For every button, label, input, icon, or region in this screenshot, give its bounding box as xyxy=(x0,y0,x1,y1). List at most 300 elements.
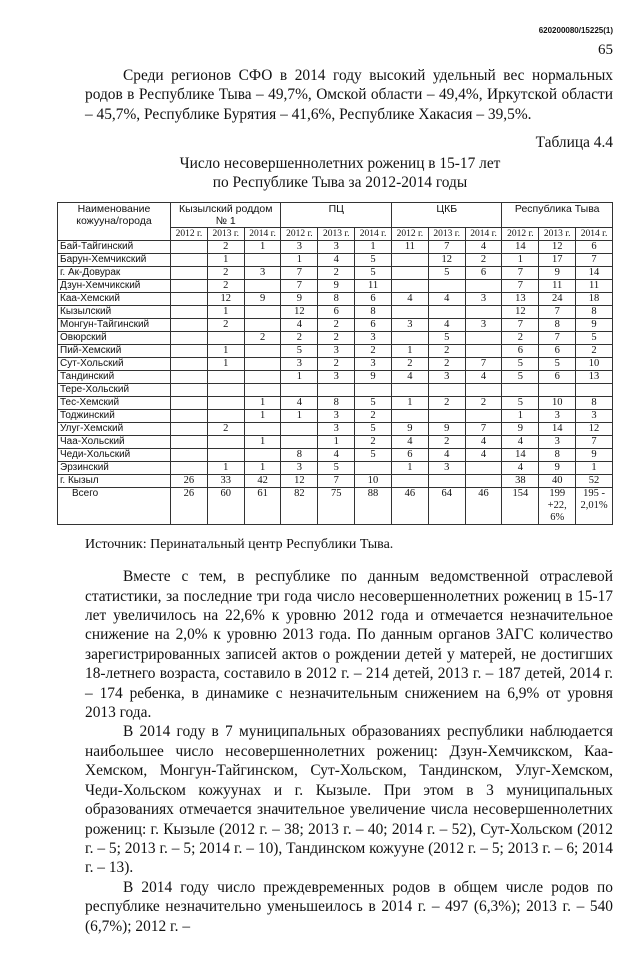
table-cell: 9 xyxy=(428,423,465,436)
table-cell: 4 xyxy=(502,436,539,449)
table-cell xyxy=(207,371,244,384)
table-cell: 6 xyxy=(539,345,576,358)
table-cell: 7 xyxy=(576,436,613,449)
table-cell: 12 xyxy=(281,475,318,488)
table-cell: 11 xyxy=(355,280,392,293)
table-cell: 26 xyxy=(171,488,208,525)
page-header xyxy=(85,24,613,60)
table-cell: 1 xyxy=(244,462,281,475)
table-cell xyxy=(465,306,502,319)
table-cell: 1 xyxy=(244,410,281,423)
year-header: 2013 г. xyxy=(318,228,355,241)
column-header-name: Наименование кожууна/города xyxy=(58,203,171,241)
table-cell: 3 xyxy=(539,410,576,423)
year-header: 2013 г. xyxy=(428,228,465,241)
table-cell: 11 xyxy=(391,241,428,254)
table-cell: 7 xyxy=(428,241,465,254)
table-cell xyxy=(465,345,502,358)
table-cell: 1 xyxy=(207,358,244,371)
table-cell: 8 xyxy=(281,449,318,462)
row-name: Каа-Хемский xyxy=(58,293,171,306)
table-cell: 2 xyxy=(318,332,355,345)
table-title-line-2: по Республике Тыва за 2012-2014 годы xyxy=(212,174,468,192)
table-cell: 1 xyxy=(207,345,244,358)
table-cell: 6 xyxy=(355,293,392,306)
table-cell xyxy=(171,371,208,384)
table-row xyxy=(58,319,613,332)
table-row xyxy=(58,410,613,423)
table-cell: 9 xyxy=(502,423,539,436)
table-cell: 8 xyxy=(576,306,613,319)
table-title-line-1: Число несовершеннолетних рожениц в 15-17 лет xyxy=(179,155,501,173)
table-cell: 2 xyxy=(355,410,392,423)
table-cell: 2 xyxy=(207,241,244,254)
table-cell xyxy=(207,397,244,410)
paragraph-municipalities: В 2014 году в 7 муниципальных образованиях республики наблюдается наибольшее число несовершеннолетних рожениц: Дзун-Хемчикском, Каа-Хемском, Монгун-Тайгинском, Сут-Хольском, Тандинском, Улуг-Хемском, Чеди-Хольском кожуунах и г. Кызыле. При этом в 3 муниципальных образованиях отмечается значительное увеличение числа несовершеннолетних рожениц: г. Кызыле (2012 г. – 38; 2013 г. – 40; 2014 г. – 52), Сут-Хольском (2012 г. – 5; 2013 г. – 5; 2014 г. – 10), Тандинском кожууне (2012 г. – 5; 2013 г. – 6; 2014 г. – 13). xyxy=(85,723,613,877)
table-row xyxy=(58,371,613,384)
table-cell xyxy=(207,436,244,449)
year-header: 2012 г. xyxy=(171,228,208,241)
table-cell: 11 xyxy=(576,280,613,293)
year-header: 2014 г. xyxy=(244,228,281,241)
table-row xyxy=(58,306,613,319)
table-cell: 199 +22, 6% xyxy=(539,488,576,525)
column-group-pc: ПЦ xyxy=(281,203,391,228)
table-cell xyxy=(171,280,208,293)
table-cell: 2 xyxy=(207,423,244,436)
table-cell: 46 xyxy=(391,488,428,525)
table-cell xyxy=(428,280,465,293)
table-cell: 3 xyxy=(281,462,318,475)
table-cell: 2 xyxy=(318,358,355,371)
row-name: Улуг-Хемский xyxy=(58,423,171,436)
table-cell: 61 xyxy=(244,488,281,525)
table-cell: 3 xyxy=(355,332,392,345)
table-cell: 6 xyxy=(318,306,355,319)
table-cell: 5 xyxy=(502,397,539,410)
table-row xyxy=(58,267,613,280)
table-cell xyxy=(171,397,208,410)
row-name: Пий-Хемский xyxy=(58,345,171,358)
table-cell: 8 xyxy=(539,449,576,462)
table-cell: 7 xyxy=(281,267,318,280)
year-header: 2014 г. xyxy=(465,228,502,241)
table-cell xyxy=(539,384,576,397)
table-cell: 5 xyxy=(355,267,392,280)
table-cell: 46 xyxy=(465,488,502,525)
table-cell xyxy=(391,254,428,267)
table-cell: 1 xyxy=(244,436,281,449)
table-cell xyxy=(171,332,208,345)
table-cell xyxy=(244,319,281,332)
table-cell xyxy=(428,475,465,488)
table-cell: 3 xyxy=(318,410,355,423)
table-cell: 38 xyxy=(502,475,539,488)
table-cell: 82 xyxy=(281,488,318,525)
table-cell: 1 xyxy=(244,241,281,254)
table-row xyxy=(58,423,613,436)
table-cell: 3 xyxy=(318,241,355,254)
table-cell xyxy=(171,319,208,332)
table-cell xyxy=(244,449,281,462)
table-cell xyxy=(244,280,281,293)
row-name: Тоджинский xyxy=(58,410,171,423)
column-group-republic: Республика Тыва xyxy=(502,203,613,228)
table-cell: 14 xyxy=(539,423,576,436)
row-name: г. Ак-Довурак xyxy=(58,267,171,280)
table-cell: 64 xyxy=(428,488,465,525)
table-cell: 7 xyxy=(502,280,539,293)
table-cell: 17 xyxy=(539,254,576,267)
page-number: 65 xyxy=(598,42,613,58)
table-cell: 3 xyxy=(391,319,428,332)
year-header: 2012 г. xyxy=(502,228,539,241)
table-cell: 2 xyxy=(428,345,465,358)
table-cell: 42 xyxy=(244,475,281,488)
table-cell: 4 xyxy=(428,449,465,462)
table-cell xyxy=(244,345,281,358)
table-row xyxy=(58,436,613,449)
table-cell: 14 xyxy=(576,267,613,280)
table-cell: 9 xyxy=(355,371,392,384)
table-cell: 5 xyxy=(355,254,392,267)
table-cell xyxy=(428,410,465,423)
table-cell xyxy=(391,332,428,345)
table-cell xyxy=(465,475,502,488)
year-header: 2012 г. xyxy=(281,228,318,241)
row-name: Чеди-Хольский xyxy=(58,449,171,462)
row-name: Чаа-Хольский xyxy=(58,436,171,449)
table-cell: 3 xyxy=(281,358,318,371)
table-cell: 88 xyxy=(355,488,392,525)
table-cell: 8 xyxy=(318,293,355,306)
table-cell xyxy=(355,462,392,475)
table-cell: 2 xyxy=(428,397,465,410)
row-name: Тандинский xyxy=(58,371,171,384)
table-cell: 9 xyxy=(576,449,613,462)
table-cell: 8 xyxy=(539,319,576,332)
table-cell: 24 xyxy=(539,293,576,306)
table-cell: 2 xyxy=(428,358,465,371)
table-cell: 3 xyxy=(281,241,318,254)
table-cell: 4 xyxy=(465,436,502,449)
table-cell: 5 xyxy=(318,462,355,475)
table-cell: 7 xyxy=(465,423,502,436)
table-cell xyxy=(465,332,502,345)
table-cell xyxy=(502,384,539,397)
table-row xyxy=(58,293,613,306)
table-cell: 2 xyxy=(318,319,355,332)
table-cell: 12 xyxy=(576,423,613,436)
table-cell xyxy=(171,267,208,280)
table-cell: 1 xyxy=(281,254,318,267)
table-cell: 6 xyxy=(465,267,502,280)
table-cell: 1 xyxy=(207,306,244,319)
table-cell: 10 xyxy=(576,358,613,371)
row-name: Овюрский xyxy=(58,332,171,345)
table-cell: 4 xyxy=(391,293,428,306)
table-cell xyxy=(465,280,502,293)
table-cell xyxy=(171,449,208,462)
table-cell: 7 xyxy=(281,280,318,293)
table-cell: 2 xyxy=(355,436,392,449)
table-cell: 10 xyxy=(355,475,392,488)
table-cell xyxy=(281,384,318,397)
table-cell: 6 xyxy=(576,241,613,254)
table-cell xyxy=(171,436,208,449)
table-cell: 1 xyxy=(391,462,428,475)
table-title xyxy=(120,154,560,192)
data-table xyxy=(57,202,613,525)
table-cell: 4 xyxy=(281,319,318,332)
year-header: 2014 г. xyxy=(355,228,392,241)
table-cell: 18 xyxy=(576,293,613,306)
paragraph-premature-births: В 2014 году число преждевременных родов в общем числе родов по республике незначительно уменьшеилось в 2014 г. – 497 (6,3%); 2013 г. – 540 (6,7%); 2012 г. – xyxy=(85,878,613,935)
table-cell xyxy=(465,384,502,397)
row-name: Сут-Хольский xyxy=(58,358,171,371)
table-cell: 13 xyxy=(502,293,539,306)
table-cell: 4 xyxy=(502,462,539,475)
table-cell: 5 xyxy=(502,358,539,371)
table-cell: 33 xyxy=(207,475,244,488)
table-cell: 1 xyxy=(318,436,355,449)
table-row xyxy=(58,332,613,345)
table-cell xyxy=(391,475,428,488)
table-cell: 5 xyxy=(281,345,318,358)
row-name: Монгун-Тайгинский xyxy=(58,319,171,332)
table-cell: 5 xyxy=(355,449,392,462)
table-cell xyxy=(244,358,281,371)
table-cell: 1 xyxy=(355,241,392,254)
table-cell: 3 xyxy=(318,371,355,384)
column-group-ckb: ЦКБ xyxy=(391,203,501,228)
table-cell: 9 xyxy=(318,280,355,293)
table-cell xyxy=(428,306,465,319)
table-cell: 3 xyxy=(576,410,613,423)
table-cell: 9 xyxy=(539,267,576,280)
table-cell xyxy=(171,410,208,423)
paragraph-statistics: Вместе с тем, в республике по данным ведомственной отраслевой статистики, за последние три года число несовершеннолетних рожениц в 15-17 лет увеличилось на 22,6% к уровню 2012 года и отмечается незначительное снижение на 2,0% к уровню 2013 года. По данным органов ЗАГС количество зарегистрированных записей актов о рождении детей у матерей, не достигших 18-летнего возраста, составило в 2012 г. – 214 детей, 2013 г. – 187 детей, 2014 г. – 174 ребенка, в динамике с незначительным снижением на 6,9% от уровня 2013 года. xyxy=(85,568,613,722)
table-cell: 8 xyxy=(355,306,392,319)
table-cell: 4 xyxy=(391,436,428,449)
table-row xyxy=(58,345,613,358)
table-row xyxy=(58,254,613,267)
table-cell: 4 xyxy=(428,293,465,306)
table-cell: 5 xyxy=(576,332,613,345)
table-cell: 5 xyxy=(502,371,539,384)
table-cell: 6 xyxy=(539,371,576,384)
table-cell: 8 xyxy=(576,397,613,410)
table-cell: 4 xyxy=(465,241,502,254)
table-cell: 195 - 2,01% xyxy=(576,488,613,525)
table-cell: 2 xyxy=(244,332,281,345)
table-row xyxy=(58,488,613,525)
table-cell xyxy=(391,280,428,293)
table-cell: 4 xyxy=(465,449,502,462)
row-name: Эрзинский xyxy=(58,462,171,475)
table-cell: 1 xyxy=(502,254,539,267)
table-cell xyxy=(207,449,244,462)
table-cell: 26 xyxy=(171,475,208,488)
table-cell: 6 xyxy=(355,319,392,332)
table-header-groups xyxy=(58,203,613,228)
table-label: Таблица 4.4 xyxy=(535,134,613,152)
table-cell: 8 xyxy=(318,397,355,410)
table-cell xyxy=(207,384,244,397)
year-header: 2012 г. xyxy=(391,228,428,241)
table-cell: 4 xyxy=(281,397,318,410)
table-cell: 2 xyxy=(207,267,244,280)
table-cell xyxy=(576,384,613,397)
table-cell xyxy=(171,254,208,267)
table-cell: 1 xyxy=(391,397,428,410)
row-name: Барун-Хемчикский xyxy=(58,254,171,267)
table-cell: 7 xyxy=(502,319,539,332)
year-header: 2013 г. xyxy=(539,228,576,241)
table-cell: 2 xyxy=(465,254,502,267)
table-cell xyxy=(171,423,208,436)
table-cell xyxy=(171,384,208,397)
table-row xyxy=(58,397,613,410)
table-cell: 10 xyxy=(539,397,576,410)
table-cell xyxy=(207,332,244,345)
table-cell: 3 xyxy=(244,267,281,280)
table-cell xyxy=(391,267,428,280)
table-cell xyxy=(244,384,281,397)
table-body xyxy=(58,241,613,525)
row-name: Тес-Хемский xyxy=(58,397,171,410)
table-cell: 2 xyxy=(355,345,392,358)
table-cell: 1 xyxy=(244,397,281,410)
table-cell: 3 xyxy=(355,358,392,371)
table-cell: 7 xyxy=(502,267,539,280)
table-cell: 3 xyxy=(539,436,576,449)
table-cell: 12 xyxy=(428,254,465,267)
table-cell xyxy=(171,306,208,319)
document-id: 620200080/15225(1) xyxy=(538,26,613,35)
table-cell: 3 xyxy=(428,371,465,384)
table-cell: 40 xyxy=(539,475,576,488)
table-cell: 3 xyxy=(318,423,355,436)
table-cell: 2 xyxy=(207,319,244,332)
table-cell: 2 xyxy=(207,280,244,293)
row-name: г. Кызыл xyxy=(58,475,171,488)
table-cell: 5 xyxy=(428,267,465,280)
table-cell: 3 xyxy=(465,293,502,306)
row-name: Кызылский xyxy=(58,306,171,319)
table-cell: 2 xyxy=(502,332,539,345)
row-name: Дзун-Хемчикский xyxy=(58,280,171,293)
row-name: Бай-Тайгинский xyxy=(58,241,171,254)
table-cell: 1 xyxy=(502,410,539,423)
table-cell: 5 xyxy=(428,332,465,345)
table-cell xyxy=(391,384,428,397)
table-container xyxy=(57,202,613,525)
table-cell xyxy=(244,371,281,384)
table-source: Источник: Перинатальный центр Республики Тыва. xyxy=(85,537,394,553)
table-cell: 5 xyxy=(355,397,392,410)
table-cell xyxy=(244,306,281,319)
table-cell: 60 xyxy=(207,488,244,525)
table-cell: 4 xyxy=(428,319,465,332)
table-cell: 3 xyxy=(318,345,355,358)
column-group-kyzyl-maternity: Кызылский роддом № 1 xyxy=(171,203,281,228)
table-cell: 5 xyxy=(355,423,392,436)
table-cell xyxy=(171,358,208,371)
table-cell: 1 xyxy=(281,410,318,423)
table-cell: 5 xyxy=(539,358,576,371)
table-cell: 2 xyxy=(281,332,318,345)
table-cell: 4 xyxy=(318,254,355,267)
table-cell: 6 xyxy=(502,345,539,358)
table-row xyxy=(58,449,613,462)
table-cell xyxy=(281,436,318,449)
table-cell: 75 xyxy=(318,488,355,525)
table-row xyxy=(58,280,613,293)
table-cell: 1 xyxy=(207,462,244,475)
table-row xyxy=(58,462,613,475)
table-cell: 1 xyxy=(281,371,318,384)
table-cell: 9 xyxy=(244,293,281,306)
table-cell: 7 xyxy=(465,358,502,371)
table-cell xyxy=(171,345,208,358)
table-cell: 4 xyxy=(391,371,428,384)
table-cell xyxy=(171,241,208,254)
table-cell: 9 xyxy=(576,319,613,332)
table-cell: 154 xyxy=(502,488,539,525)
table-cell: 1 xyxy=(576,462,613,475)
table-cell: 2 xyxy=(576,345,613,358)
table-cell: 2 xyxy=(428,436,465,449)
table-cell: 1 xyxy=(207,254,244,267)
table-cell: 52 xyxy=(576,475,613,488)
table-cell xyxy=(244,254,281,267)
year-header: 2013 г. xyxy=(207,228,244,241)
table-cell: 4 xyxy=(465,371,502,384)
table-cell: 12 xyxy=(281,306,318,319)
table-cell xyxy=(171,462,208,475)
table-cell: 9 xyxy=(539,462,576,475)
row-name: Тере-Хольский xyxy=(58,384,171,397)
table-cell xyxy=(244,423,281,436)
table-row xyxy=(58,241,613,254)
table-cell: 7 xyxy=(539,332,576,345)
table-cell xyxy=(391,306,428,319)
table-cell: 12 xyxy=(539,241,576,254)
table-cell: 3 xyxy=(428,462,465,475)
table-cell: 2 xyxy=(318,267,355,280)
paragraph-regions: Среди регионов СФО в 2014 году высокий удельный вес нормальных родов в Республике Тыва – 49,7%, Омской области – 49,4%, Иркутской области – 45,7%, Республике Бурятия – 41,6%, Республике Хакасия – 39,5%. xyxy=(85,67,613,123)
table-cell: 9 xyxy=(281,293,318,306)
table-cell: 7 xyxy=(539,306,576,319)
table-cell: 6 xyxy=(391,449,428,462)
table-cell xyxy=(318,384,355,397)
year-header: 2014 г. xyxy=(576,228,613,241)
table-cell: 9 xyxy=(391,423,428,436)
table-cell: 2 xyxy=(465,397,502,410)
table-cell xyxy=(281,423,318,436)
table-cell: 2 xyxy=(391,358,428,371)
table-cell: 7 xyxy=(318,475,355,488)
table-cell: 13 xyxy=(576,371,613,384)
table-row xyxy=(58,475,613,488)
table-cell: 12 xyxy=(207,293,244,306)
table-cell xyxy=(355,384,392,397)
table-cell xyxy=(171,293,208,306)
table-cell xyxy=(207,410,244,423)
table-cell: 11 xyxy=(539,280,576,293)
table-cell: 1 xyxy=(391,345,428,358)
